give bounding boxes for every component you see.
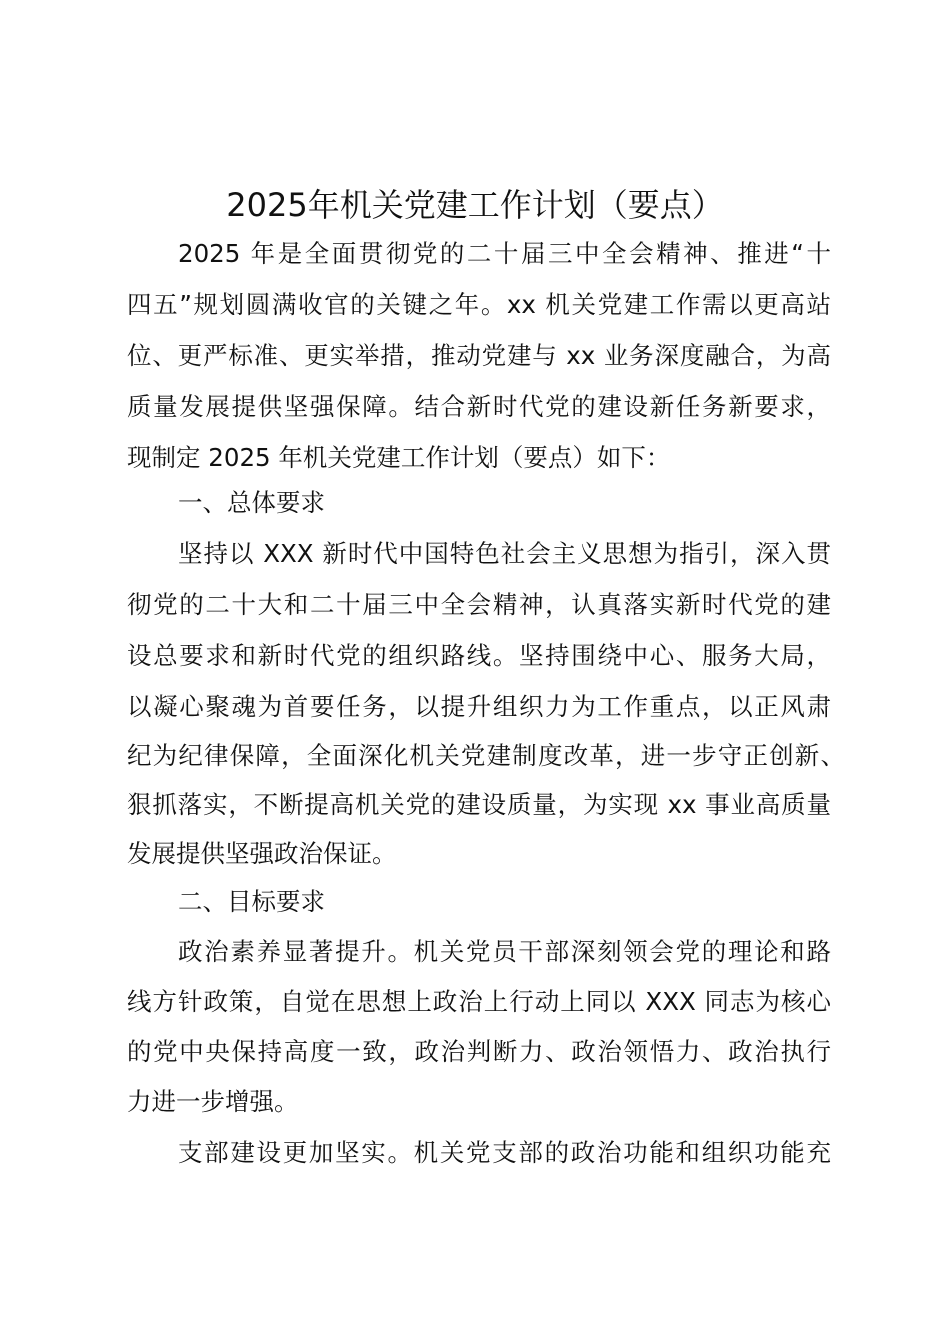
paragraph-intro-line-5: 现制定 2025 年机关党建工作计划（要点）如下： <box>127 443 671 472</box>
paragraph-intro-line-4: 质量发展提供坚强保障。结合新时代党的建设新任务新要求， <box>127 392 831 421</box>
paragraph-general-line-5: 纪为纪律保障，全面深化机关党建制度改革，进一步守正创新、 <box>127 741 845 770</box>
paragraph-general-line-7: 发展提供坚强政治保证。 <box>127 839 397 868</box>
paragraph-intro-line-1: 2025 年是全面贯彻党的二十届三中全会精神、推进“十 <box>178 239 831 268</box>
paragraph-branch-line-1: 支部建设更加坚实。机关党支部的政治功能和组织功能充 <box>178 1138 831 1167</box>
section-heading-targets: 二、目标要求 <box>178 887 325 916</box>
paragraph-intro-line-3: 位、更严标准、更实举措，推动党建与 xx 业务深度融合，为高 <box>127 341 831 370</box>
paragraph-political-line-1: 政治素养显著提升。机关党员干部深刻领会党的理论和路 <box>178 937 831 966</box>
paragraph-intro-line-2: 四五”规划圆满收官的关键之年。xx 机关党建工作需以更高站 <box>127 290 831 319</box>
paragraph-general-line-1: 坚持以 XXX 新时代中国特色社会主义思想为指引，深入贯 <box>178 539 831 568</box>
paragraph-general-line-2: 彻党的二十大和二十届三中全会精神，认真落实新时代党的建 <box>127 590 831 619</box>
paragraph-political-line-4: 力进一步增强。 <box>127 1087 299 1116</box>
document-title: 2025年机关党建工作计划（要点） <box>226 186 724 224</box>
paragraph-general-line-4: 以凝心聚魂为首要任务，以提升组织力为工作重点，以正风肃 <box>127 692 831 721</box>
paragraph-general-line-3: 设总要求和新时代党的组织路线。坚持围绕中心、服务大局， <box>127 641 831 670</box>
paragraph-political-line-2: 线方针政策，自觉在思想上政治上行动上同以 XXX 同志为核心 <box>127 987 831 1016</box>
paragraph-general-line-6: 狠抓落实，不断提高机关党的建设质量，为实现 xx 事业高质量 <box>127 790 831 819</box>
section-heading-general: 一、总体要求 <box>178 488 325 517</box>
paragraph-political-line-3: 的党中央保持高度一致，政治判断力、政治领悟力、政治执行 <box>127 1037 831 1066</box>
